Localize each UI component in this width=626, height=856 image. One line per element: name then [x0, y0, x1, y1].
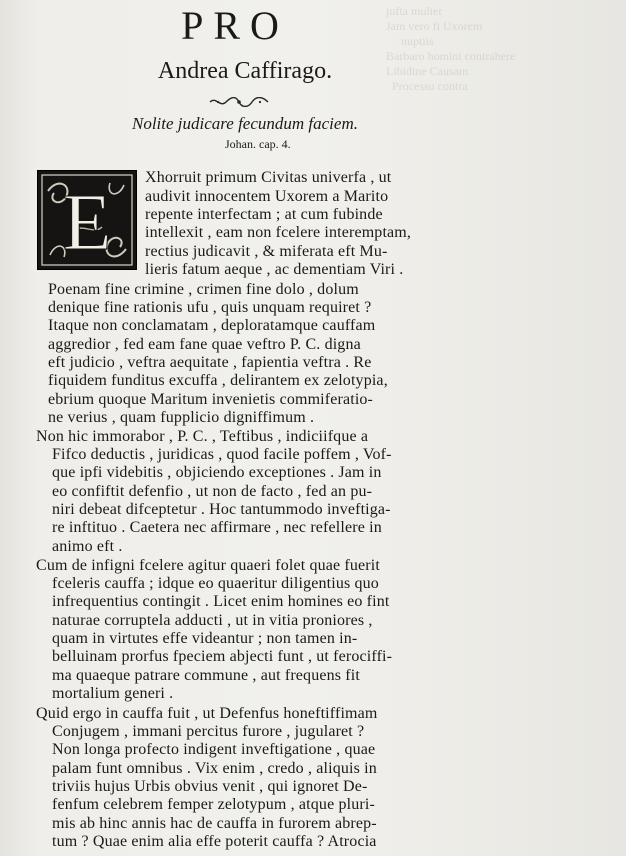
- drop-cap-letter: E: [62, 179, 112, 267]
- text-line: audivit innocentem Uxorem a Marito: [145, 188, 389, 205]
- text-line: ma quaeque patrare commune , aut frequens fit: [52, 667, 360, 684]
- text-line: fceleris cauffa ; idque eo quaeritur diligentius quo: [52, 575, 379, 592]
- text-line: repente interfectam ; at cum fubinde: [145, 206, 383, 223]
- text-line: lieris fatum aeque , ac dementiam Viri .: [145, 261, 404, 278]
- text-line: naturae corruptela adducti , ut in vitia proniores ,: [52, 612, 373, 629]
- text-line: Fifco deductis , juridicas , quod facile poffem , Vof-: [52, 446, 392, 463]
- citation: Johan. cap. 4.: [225, 137, 291, 151]
- text-line: ne verius , quam fupplicio digniffimum .: [48, 409, 315, 426]
- text-line: ebrium quoque Maritum invenietis commiferatio-: [48, 391, 374, 408]
- text-line: Non longa profecto indigent inveftigatione , quae: [52, 741, 376, 758]
- motto: Nolite judicare fecundum faciem.: [132, 114, 358, 133]
- show-through-margin: [500, 326, 527, 686]
- text-line: eft judicio , veftra aequitate , fapientia veftra . Re: [48, 354, 372, 371]
- text-line: eo confiftit defenfio , ut non de facto , fed an pu-: [52, 483, 373, 500]
- text-line: infrequentius contingit . Licet enim homines eo fint: [52, 593, 390, 610]
- text-line: fiquidem funditus excuffa , delirantem ex zelotypia,: [48, 372, 388, 389]
- text-line: Itaque non conclamatam , deploratamque cauffam: [48, 317, 376, 334]
- text-line: denique fine rationis ufu , quis unquam requiret ?: [48, 299, 372, 316]
- text-line: fenfum celebrem femper zelotypum , atque pluri-: [52, 796, 375, 813]
- text-line: tum ? Quae enim alia effe poterit cauffa ? Atrocia: [52, 833, 377, 850]
- text-line: niri debeat difceptetur . Hoc tantummodo inveftiga-: [52, 501, 391, 518]
- text-line: Poenam fine crimine , crimen fine dolo , dolum: [48, 281, 359, 298]
- text-line: mis ab hinc annis hac de cauffa in furorem abrep-: [52, 815, 377, 832]
- text-line: mortalium generi .: [52, 685, 174, 702]
- text-line: belluinam prorfus fpeciem abjecti funt , ut ferociffi-: [52, 648, 393, 665]
- text-line: Conjugem , immani percitus furore , jugularet ?: [52, 723, 365, 740]
- show-through-text: jufta mulier Jam vero fi Uxorem nuptiis Barbaro homini contrahere Libidine Causam Processu contra: [386, 4, 516, 93]
- text-line: re inftituo . Caetera nec affirmare , nec refellere in: [52, 519, 382, 536]
- decorated-initial-icon: [37, 170, 137, 270]
- text-line: Cum de infigni fcelere agitur quaeri folet quae fuerit: [36, 557, 380, 574]
- text-line: animo eft .: [52, 538, 123, 555]
- text-line: intellexit , eam non fcelere interemptam,: [145, 224, 412, 241]
- text-line: Non hic immorabor , P. C. , Teftibus , indiciifque a: [36, 428, 369, 445]
- text-line: rectius judicavit , & miferata eft Mu-: [145, 243, 388, 260]
- ornament-divider: [208, 97, 270, 107]
- text-line: quam in virtutes effe videantur ; non tamen in-: [52, 630, 358, 647]
- page-title: PRO: [181, 3, 289, 48]
- text-line: triviis hujus Urbis obvius venit , qui ignoret De-: [52, 778, 368, 795]
- text-line: Xhorruit primum Civitas univerfa , ut: [145, 169, 392, 186]
- text-line: que ipfi videbitis , objiciendo exceptiones . Jam in: [52, 464, 382, 481]
- text-line: aggredior , fed eam fane quae veftro P. C. digna: [48, 336, 361, 353]
- text-line: Quid ergo in cauffa fuit , ut Defenfus honeftiffimam: [36, 705, 378, 722]
- text-line: palam funt omnibus . Vix enim , credo , aliquis in: [52, 760, 377, 777]
- subtitle: Andrea Caffirago.: [157, 58, 333, 84]
